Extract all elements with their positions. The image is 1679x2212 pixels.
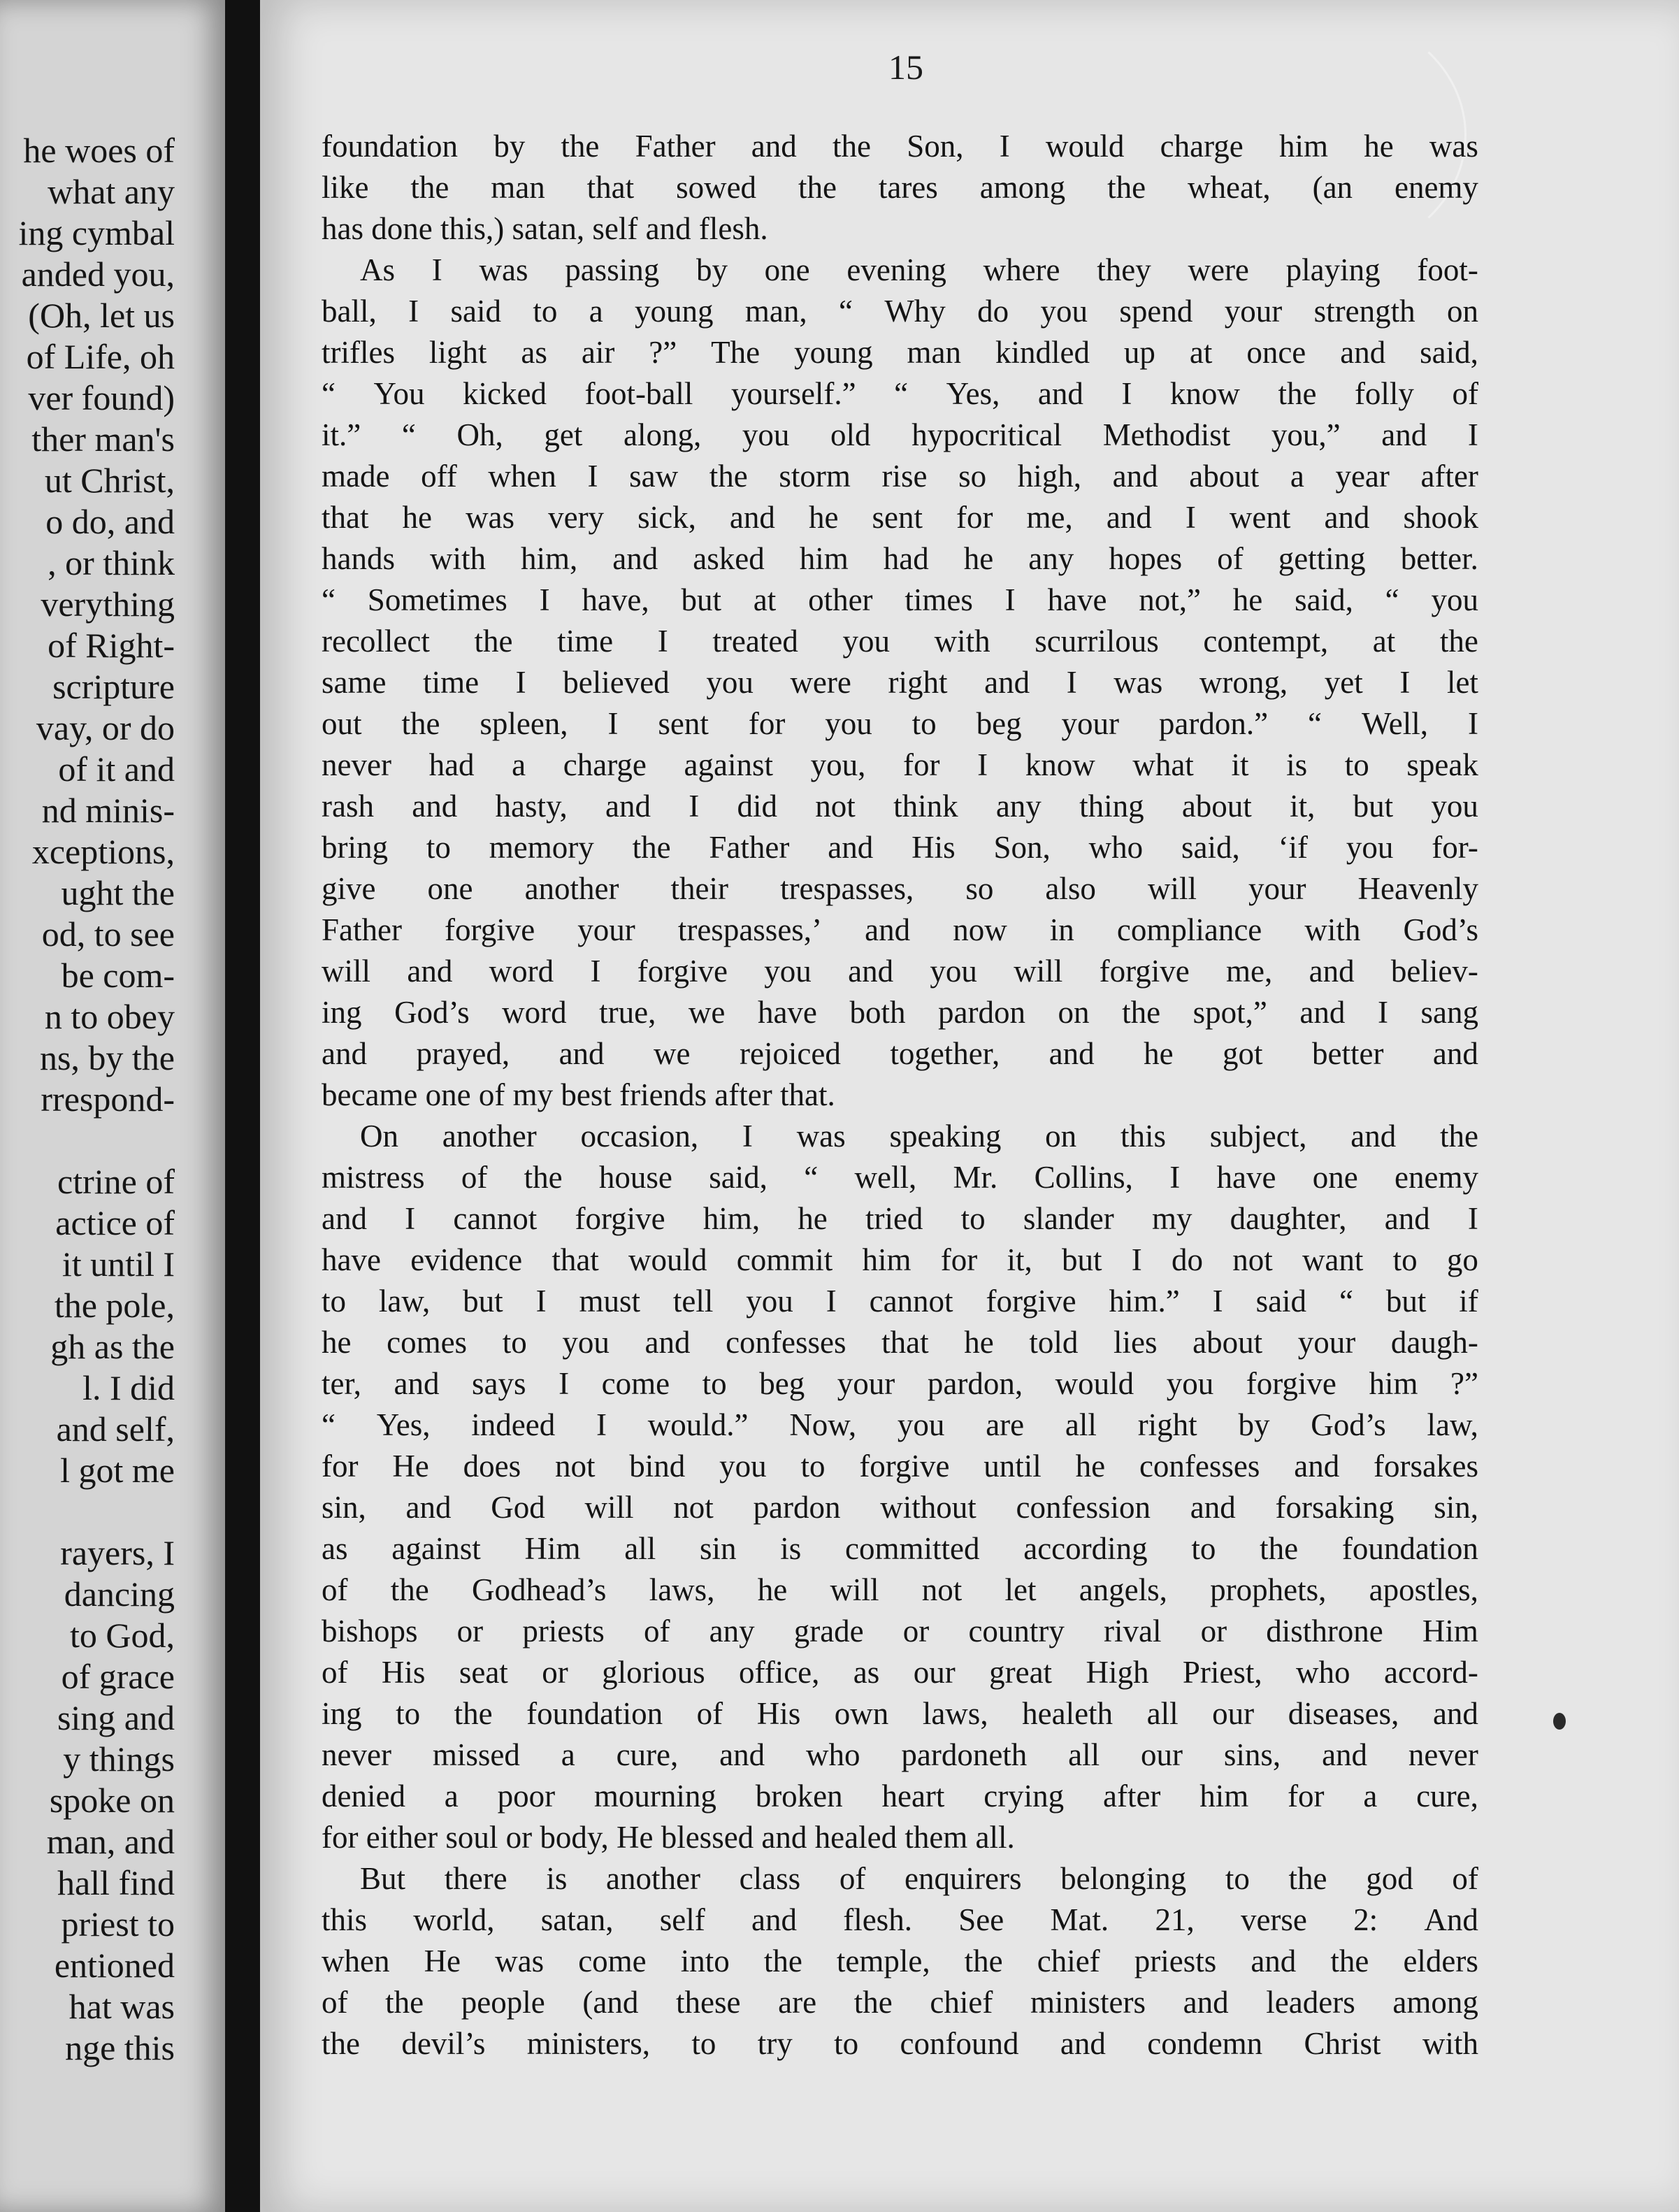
left-page-fragment-line: n to obey (44, 997, 175, 1036)
left-page-fragment-line: (Oh, let us (28, 296, 175, 335)
left-page-fragment-line: y things (63, 1739, 175, 1779)
text-line: and I cannot forgive him, he tried to slander my daughter, and I (322, 1201, 1478, 1236)
body-text (322, 126, 1478, 2064)
text-line: recollect the time I treated you with scurrilous contempt, at the (322, 624, 1478, 659)
text-line: ing God’s word true, we have both pardon on the spot,” and I sang (322, 995, 1478, 1030)
left-page-fragment-line: scripture (52, 667, 175, 706)
left-page (0, 0, 225, 2212)
left-page-fragment-line: ver found) (28, 378, 175, 417)
text-line: of the people (and these are the chief ministers and leaders among (322, 1985, 1478, 2020)
left-page-fragment-line: hat was (69, 1987, 175, 2026)
left-page-fragment-line: ther man's (31, 419, 175, 459)
text-line: have evidence that would commit him for it, but I do not want to go (322, 1242, 1478, 1277)
left-page-fragment-line: l got me (60, 1451, 175, 1490)
text-line: hands with him, and asked him had he any hopes of getting better. (322, 541, 1478, 576)
ink-smudge (1553, 1713, 1566, 1730)
text-line: the devil’s ministers, to try to confound and condemn Christ with (322, 2026, 1478, 2061)
left-page-fragment-line: spoke on (49, 1781, 175, 1820)
text-line: “ You kicked foot-ball yourself.” “ Yes, and I know the folly of (322, 376, 1478, 411)
left-page-fragment-line: verything (41, 584, 175, 624)
left-page-fragment-line: rrespond- (41, 1079, 175, 1119)
left-page-fragment-line: it until I (62, 1244, 175, 1284)
left-page-fragment-line: ns, by the (39, 1038, 175, 1077)
text-line: mistress of the house said, “ well, Mr. Collins, I have one enemy (322, 1160, 1478, 1195)
text-line: this world, satan, self and flesh. See Mat. 21, verse 2: And (322, 1902, 1478, 1937)
text-line: it.” “ Oh, get along, you old hypocritical Methodist you,” and I (322, 417, 1478, 452)
book-gutter (225, 0, 260, 2212)
text-line: and prayed, and we rejoiced together, and he got better and (322, 1036, 1478, 1071)
left-page-fragment-line: of it and (58, 749, 175, 789)
left-page-fragment-line: entioned (54, 1946, 175, 1985)
left-page-fragment-line: actice of (55, 1203, 175, 1242)
left-page-fragment-line: to God, (70, 1616, 175, 1655)
left-page-fragment-line: what any (48, 172, 175, 211)
left-page-fragment-line: ctrine of (57, 1162, 175, 1201)
left-page-fragment-line: l. I did (82, 1368, 175, 1407)
text-line: never missed a cure, and who pardoneth all our sins, and never (322, 1737, 1478, 1772)
left-page-fragment-line: ing cymbal (18, 213, 175, 252)
left-page-fragment-line: sing and (57, 1698, 175, 1737)
text-line: ing to the foundation of His own laws, healeth all our diseases, and (322, 1696, 1478, 1731)
left-page-fragment-line: ught the (61, 873, 175, 912)
text-line: for He does not bind you to forgive until he confesses and forsakes (322, 1449, 1478, 1484)
text-line: as against Him all sin is committed according to the foundation (322, 1531, 1478, 1566)
left-page-fragment-line: nge this (65, 2028, 175, 2067)
left-page-fragment-line: be com- (61, 956, 175, 995)
left-page-fragment-line: and self, (56, 1409, 175, 1449)
text-line: foundation by the Father and the Son, I would charge him he was (322, 129, 1478, 164)
left-page-fragment-line: the pole, (54, 1286, 175, 1325)
text-line: became one of my best friends after that. (322, 1077, 835, 1112)
left-page-fragment-line: , or think (48, 543, 175, 582)
text-line: sin, and God will not pardon without confession and forsaking sin, (322, 1490, 1478, 1525)
text-line: to law, but I must tell you I cannot forgive him.” I said “ but if (322, 1284, 1478, 1319)
text-line: when He was come into the temple, the chief priests and the elders (322, 1944, 1478, 1978)
text-line: ter, and says I come to beg your pardon, would you forgive him ?” (322, 1366, 1478, 1401)
text-line: never had a charge against you, for I know what it is to speak (322, 747, 1478, 782)
left-page-fragment-line: dancing (64, 1574, 175, 1614)
text-line: denied a poor mourning broken heart crying after him for a cure, (322, 1779, 1478, 1814)
text-line: rash and hasty, and I did not think any thing about it, but you (322, 789, 1478, 824)
left-page-fragment-line: anded you, (21, 254, 175, 294)
text-line: trifles light as air ?” The young man kindled up at once and said, (322, 335, 1478, 370)
text-line: Father forgive your trespasses,’ and now in compliance with God’s (322, 912, 1478, 947)
text-line: made off when I saw the storm rise so high, and about a year after (322, 459, 1478, 494)
left-page-fragment-line: ut Christ, (44, 461, 175, 500)
left-page-fragment-line: man, and (46, 1822, 175, 1861)
text-line: As I was passing by one evening where they were playing foot- (360, 252, 1478, 287)
text-line: out the spleen, I sent for you to beg your pardon.” “ Well, I (322, 706, 1478, 741)
left-page-fragment-line: of grace (61, 1657, 175, 1696)
text-line: he comes to you and confesses that he told lies about your daugh- (322, 1325, 1478, 1360)
left-page-fragment-line: od, to see (41, 914, 175, 954)
left-page-fragment-line: xceptions, (31, 832, 175, 871)
left-page-fragment-line: he woes of (23, 131, 175, 170)
left-page-fragment-line: of Right- (48, 626, 175, 665)
text-line: bishops or priests of any grade or country rival or disthrone Him (322, 1614, 1478, 1649)
left-page-fragment-line: hall find (57, 1863, 175, 1902)
left-page-fragment-line: vay, or do (36, 708, 175, 747)
text-line: that he was very sick, and he sent for me, and I went and shook (322, 500, 1478, 535)
text-line: of the Godhead’s laws, he will not let angels, prophets, apostles, (322, 1572, 1478, 1607)
text-line: “ Sometimes I have, but at other times I have not,” he said, “ you (322, 582, 1478, 617)
left-page-fragment-line: nd minis- (41, 791, 175, 830)
left-page-fragment-line: rayers, I (60, 1533, 175, 1572)
left-page-fragment-line: of Life, oh (26, 337, 175, 376)
left-page-fragment-line: o do, and (45, 502, 175, 541)
left-page-fragment-line: gh as the (50, 1327, 175, 1366)
text-line: give one another their trespasses, so also will your Heavenly (322, 871, 1478, 906)
text-line: like the man that sowed the tares among the wheat, (an enemy (322, 170, 1478, 205)
text-line: But there is another class of enquirers belonging to the god of (360, 1861, 1478, 1896)
text-line: has done this,) satan, self and flesh. (322, 211, 768, 246)
text-line: same time I believed you were right and I was wrong, yet I let (322, 665, 1478, 700)
text-line: “ Yes, indeed I would.” Now, you are all right by God’s law, (322, 1407, 1478, 1442)
text-line: ball, I said to a young man, “ Why do you spend your strength on (322, 294, 1478, 329)
text-line: On another occasion, I was speaking on this subject, and the (360, 1119, 1478, 1154)
text-line: will and word I forgive you and you will forgive me, and believ- (322, 954, 1478, 989)
text-line: of His seat or glorious office, as our great High Priest, who accord- (322, 1655, 1478, 1690)
page-number: 15 (888, 48, 923, 87)
text-line: for either soul or body, He blessed and healed them all. (322, 1820, 1015, 1855)
text-line: bring to memory the Father and His Son, who said, ‘if you for- (322, 830, 1478, 865)
left-page-fragment-line: priest to (61, 1904, 175, 1944)
